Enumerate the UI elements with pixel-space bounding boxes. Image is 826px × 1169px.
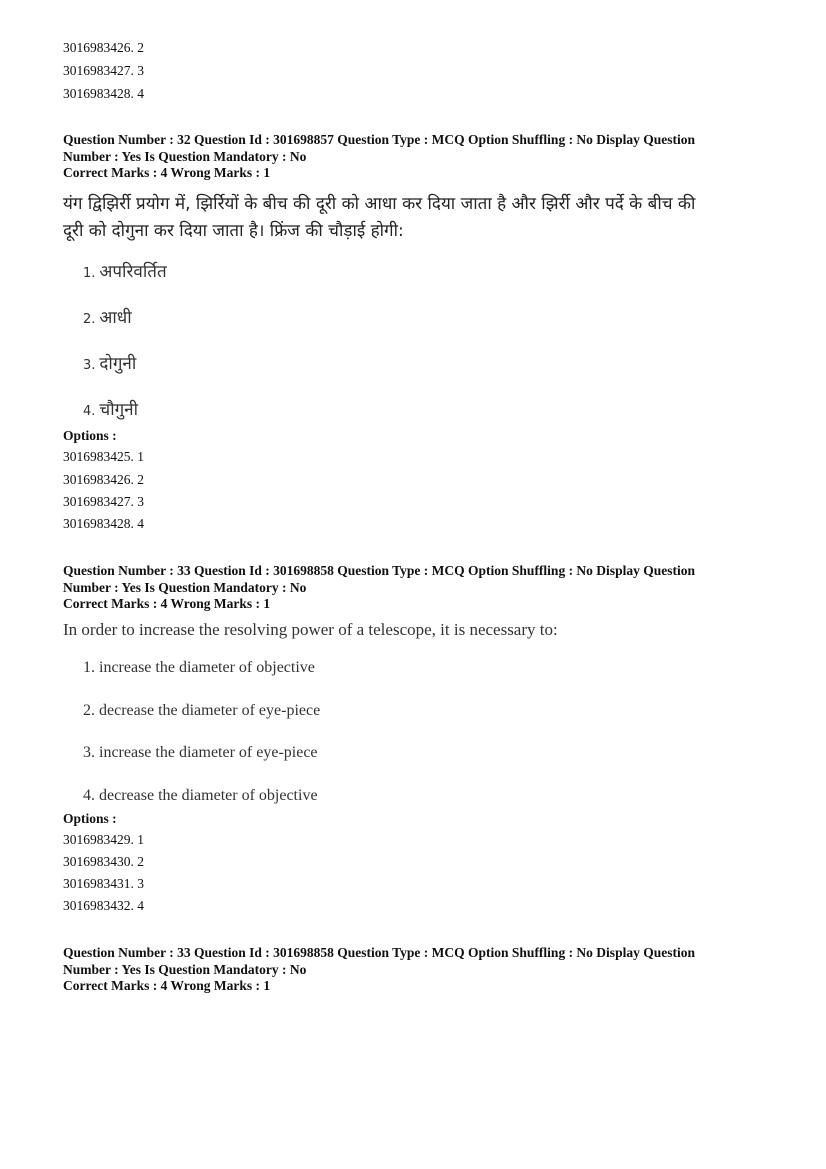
option-item: 3016983430. 2 bbox=[63, 854, 144, 869]
choice-number: 4. bbox=[83, 404, 96, 419]
answer-choice bbox=[83, 658, 315, 678]
answer-choice bbox=[83, 399, 138, 423]
choice-number: 2. bbox=[83, 312, 96, 327]
choice-number: 4. bbox=[83, 787, 95, 804]
question-header bbox=[63, 945, 763, 995]
option-item: 3016983426. 2 bbox=[63, 472, 144, 487]
question-header-line: Question Number : 33 Question Id : 301698858 Question Type : MCQ Option Shuffling : No Display Question bbox=[63, 563, 695, 578]
answer-choice bbox=[83, 701, 320, 721]
choice-text: आधी bbox=[99, 308, 132, 328]
choice-number: 2. bbox=[83, 702, 95, 719]
option-item: 3016983426. 2 bbox=[63, 40, 144, 55]
option-item: 3016983427. 3 bbox=[63, 494, 144, 509]
answer-choice bbox=[83, 353, 136, 377]
choice-text: increase the diameter of objective bbox=[99, 659, 315, 676]
choice-number: 3. bbox=[83, 358, 96, 373]
option-item: 3016983427. 3 bbox=[63, 63, 144, 78]
question-header-line: Question Number : 32 Question Id : 301698857 Question Type : MCQ Option Shuffling : No Display Question bbox=[63, 132, 695, 147]
choice-text: दोगुनी bbox=[99, 354, 137, 374]
question-text: In order to increase the resolving power of a telescope, it is necessary to: bbox=[63, 620, 558, 639]
option-item: 3016983432. 4 bbox=[63, 898, 144, 913]
options-label: Options : bbox=[63, 811, 117, 826]
choice-number: 3. bbox=[83, 744, 95, 761]
option-item: 3016983425. 1 bbox=[63, 449, 144, 464]
choice-number: 1. bbox=[83, 659, 95, 676]
option-item: 3016983429. 1 bbox=[63, 832, 144, 847]
marks-line: Correct Marks : 4 Wrong Marks : 1 bbox=[63, 978, 271, 993]
question-header-line: Number : Yes Is Question Mandatory : No bbox=[63, 961, 307, 977]
question-header-line: Number : Yes Is Question Mandatory : No bbox=[63, 148, 307, 164]
answer-choice bbox=[83, 786, 318, 806]
options-label: Options : bbox=[63, 428, 117, 443]
answer-choice bbox=[83, 743, 318, 763]
question-text-line: यंग द्विझिर्री प्रयोग में, झिर्रियों के बीच की दूरी को आधा कर दिया जाता है और झिर्री और पर्दे के बीच की bbox=[63, 194, 696, 214]
question-header bbox=[63, 132, 763, 182]
choice-text: decrease the diameter of eye-piece bbox=[99, 702, 321, 719]
question-text-line: दूरी को दोगुना कर दिया जाता है। फ्रिंज की चौड़ाई होगी: bbox=[63, 221, 404, 241]
choice-text: चौगुनी bbox=[99, 400, 139, 420]
choice-text: अपरिवर्तित bbox=[99, 262, 167, 282]
marks-line: Correct Marks : 4 Wrong Marks : 1 bbox=[63, 165, 271, 180]
choice-text: increase the diameter of eye-piece bbox=[99, 744, 318, 761]
answer-choice bbox=[83, 307, 132, 331]
question-header-line: Question Number : 33 Question Id : 301698858 Question Type : MCQ Option Shuffling : No Display Question bbox=[63, 945, 695, 960]
option-item: 3016983428. 4 bbox=[63, 86, 144, 101]
answer-choice bbox=[83, 261, 167, 285]
option-item: 3016983428. 4 bbox=[63, 516, 144, 531]
choice-number: 1. bbox=[83, 266, 96, 281]
choice-text: decrease the diameter of objective bbox=[99, 787, 318, 804]
option-item: 3016983431. 3 bbox=[63, 876, 144, 891]
question-header bbox=[63, 563, 763, 613]
question-header-line: Number : Yes Is Question Mandatory : No bbox=[63, 579, 307, 595]
marks-line: Correct Marks : 4 Wrong Marks : 1 bbox=[63, 596, 271, 611]
question-text bbox=[63, 191, 778, 245]
